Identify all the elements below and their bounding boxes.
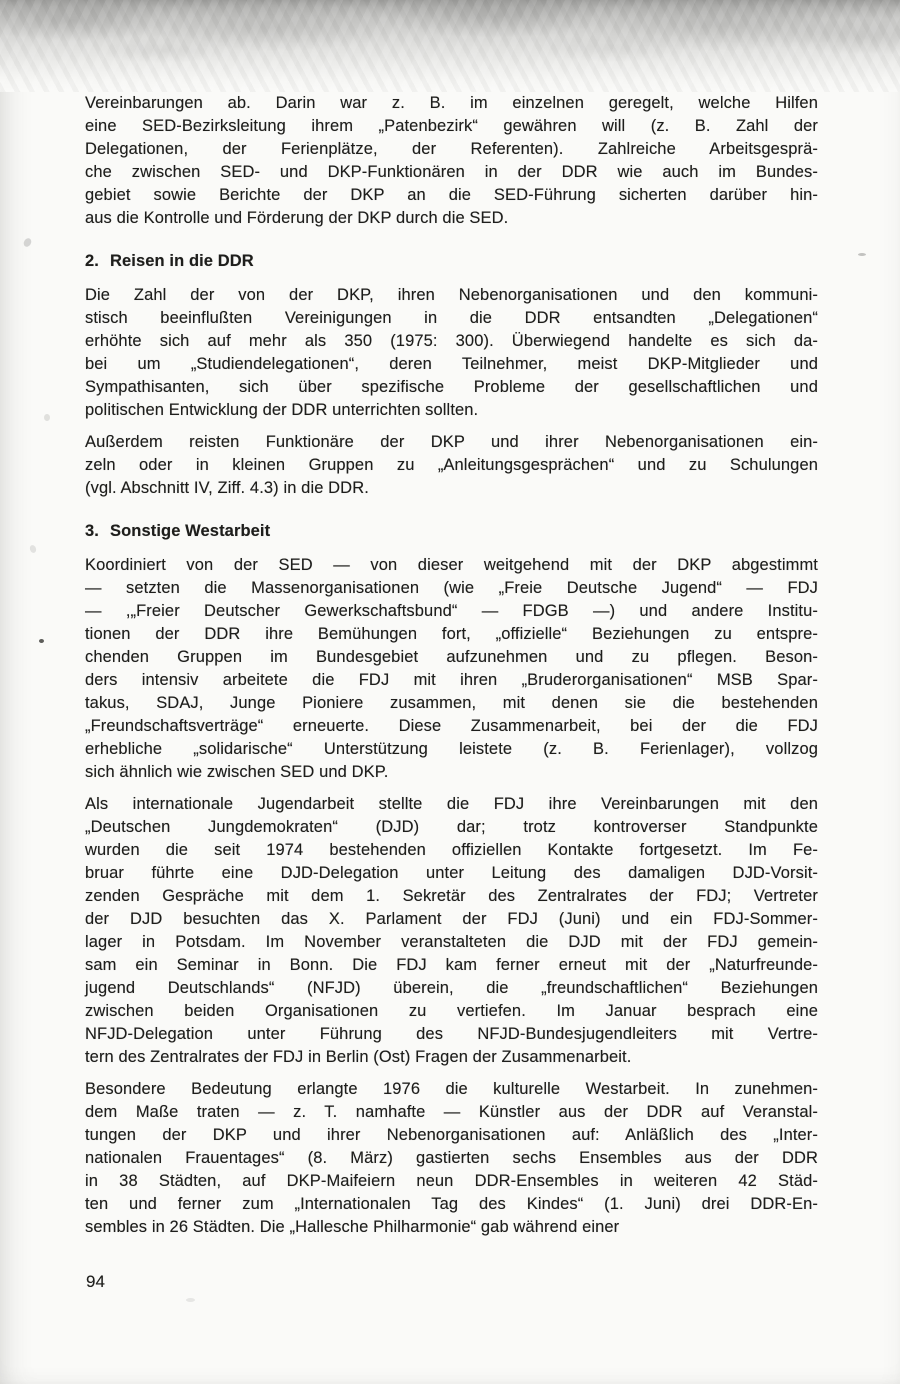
page-body: [85, 92, 818, 1248]
text-line: zeln oder in kleinen Gruppen zu „Anleitungsgesprächen“ und zu Schulungen: [85, 456, 818, 474]
text-line: „Freundschaftsverträge“ erneuerte. Diese Zusammenarbeit, bei der die FDJ: [85, 717, 818, 735]
text-line: eine SED-Bezirksleitung ihrem „Patenbezirk“ gewähren will (z. B. Zahl der: [85, 117, 818, 135]
text-line: sich ähnlich wie zwischen SED und DKP.: [85, 763, 389, 781]
paragraph: [85, 284, 818, 422]
text-line: zenden Gespräche mit dem 1. Sekretär des Zentralrates der FDJ; Vertreter: [85, 887, 818, 905]
text-line: Besondere Bedeutung erlangte 1976 die kulturelle Westarbeit. In zunehmen-: [85, 1080, 818, 1098]
section-heading-title: Sonstige Westarbeit: [110, 522, 271, 540]
text-line: Delegationen, der Ferienplätze, der Referenten). Zahlreiche Arbeitsgesprä-: [85, 140, 818, 158]
text-line: — setzten die Massenorganisationen (wie „Freie Deutsche Jugend“ — FDJ: [85, 579, 818, 597]
text-line: — ,„Freier Deutscher Gewerkschaftsbund“ — FDGB —) und andere Institu-: [85, 602, 818, 620]
scan-speck: [186, 1298, 195, 1302]
text-line: nationalen Frauentages“ (8. März) gastierten sechs Ensembles aus der DDR: [85, 1149, 818, 1167]
text-line: zwischen beiden Organisationen zu vertiefen. Im Januar besprach eine: [85, 1002, 818, 1020]
text-line: politischen Entwicklung der DDR unterrichten sollten.: [85, 401, 479, 419]
text-line: ders intensiv arbeitete die FDJ mit ihren „Bruderorganisationen“ MSB Spar-: [85, 671, 818, 689]
scan-speck: [858, 253, 866, 256]
paragraph: [85, 793, 818, 1069]
text-line: tungen der DKP und ihrer Nebenorganisationen auf: Anläßlich des „Inter-: [85, 1126, 818, 1144]
text-line: ten und ferner zum „Internationalen Tag des Kindes“ (1. Juni) drei DDR-En-: [85, 1195, 818, 1213]
text-line: Sympathisanten, sich über spezifische Probleme der gesellschaftlichen und: [85, 378, 818, 396]
text-line: takus, SDAJ, Junge Pioniere zusammen, mit denen sie die bestehenden: [85, 694, 818, 712]
paragraph: [85, 1078, 818, 1239]
paragraph: [85, 431, 818, 500]
section-heading: [85, 250, 818, 273]
text-line: erhebliche „solidarische“ Unterstützung leistete (z. B. Ferienlager), vollzog: [85, 740, 818, 758]
text-line: tionen der DDR ihre Bemühungen fort, „offizielle“ Beziehungen zu entspre-: [85, 625, 818, 643]
text-line: Als internationale Jugendarbeit stellte die FDJ ihre Vereinbarungen mit den: [85, 795, 818, 813]
text-line: erhöhte sich auf mehr als 350 (1975: 300). Überwiegend handelte es sich da-: [85, 332, 818, 350]
text-line: Koordiniert von der SED — von dieser weitgehend mit der DKP abgestimmt: [85, 556, 818, 574]
paragraph: [85, 92, 818, 230]
text-line: gebiet sowie Berichte der DKP an die SED-Führung sicherten darüber hin-: [85, 186, 818, 204]
text-line: NFJD-Delegation unter Führung des NFJD-Bundesjugendleiters mit Vertre-: [85, 1025, 818, 1043]
text-line: wurden die seit 1974 bestehenden offiziellen Kontakte fortgesetzt. Im Fe-: [85, 841, 818, 859]
paragraph: [85, 554, 818, 784]
scan-speck: [44, 414, 50, 421]
section-heading-title: Reisen in die DDR: [110, 252, 254, 270]
text-line: aus die Kontrolle und Förderung der DKP durch die SED.: [85, 209, 509, 227]
text-line: bei um „Studiendelegationen“, deren Teilnehmer, meist DKP-Mitglieder und: [85, 355, 818, 373]
text-line: „Deutschen Jungdemokraten“ (DJD) dar; trotz kontroverser Standpunkte: [85, 818, 818, 836]
text-line: sam ein Seminar in Bonn. Die FDJ kam ferner erneut mit der „Naturfreunde-: [85, 956, 818, 974]
scan-speck: [29, 544, 37, 554]
scan-speck: [22, 237, 33, 248]
text-line: bruar führte eine DJD-Delegation unter Leitung des damaligen DJD-Vorsit-: [85, 864, 818, 882]
text-line: der DJD besuchten das X. Parlament der FDJ (Juni) und ein FDJ-Sommer-: [85, 910, 818, 928]
text-line: tern des Zentralrates der FDJ in Berlin (Ost) Fragen der Zusammenarbeit.: [85, 1048, 632, 1066]
text-line: chenden Gruppen im Bundesgebiet aufzunehmen und zu pflegen. Beson-: [85, 648, 818, 666]
text-line: Außerdem reisten Funktionäre der DKP und ihrer Nebenorganisationen ein-: [85, 433, 818, 451]
text-line: dem Maße traten — z. T. namhafte — Künstler aus der DDR auf Veranstal-: [85, 1103, 818, 1121]
text-line: in 38 Städten, auf DKP-Maifeiern neun DDR-Ensembles in weiteren 42 Städ-: [85, 1172, 818, 1190]
text-line: stisch beeinflußten Vereinigungen in die DDR entsandten „Delegationen“: [85, 309, 818, 327]
section-heading: [85, 520, 818, 543]
text-line: Die Zahl der von der DKP, ihren Nebenorganisationen und den kommuni-: [85, 286, 818, 304]
text-line: sembles in 26 Städten. Die „Hallesche Philharmonie“ gab während einer: [85, 1218, 620, 1236]
section-heading-number: 3.: [85, 522, 99, 540]
text-line: che zwischen SED- und DKP-Funktionären in der DDR wie auch im Bundes-: [85, 163, 818, 181]
scan-artifact-top-band: [0, 0, 900, 92]
section-heading-number: 2.: [85, 252, 99, 270]
page-number: 94: [86, 1272, 105, 1291]
text-line: lager in Potsdam. Im November veranstalteten die DJD mit der FDJ gemein-: [85, 933, 818, 951]
scan-speck: [39, 639, 44, 643]
text-line: Vereinbarungen ab. Darin war z. B. im einzelnen geregelt, welche Hilfen: [85, 94, 818, 112]
text-line: (vgl. Abschnitt IV, Ziff. 4.3) in die DDR.: [85, 479, 369, 497]
text-line: jugend Deutschlands“ (NFJD) überein, die „freundschaftlichen“ Beziehungen: [85, 979, 818, 997]
